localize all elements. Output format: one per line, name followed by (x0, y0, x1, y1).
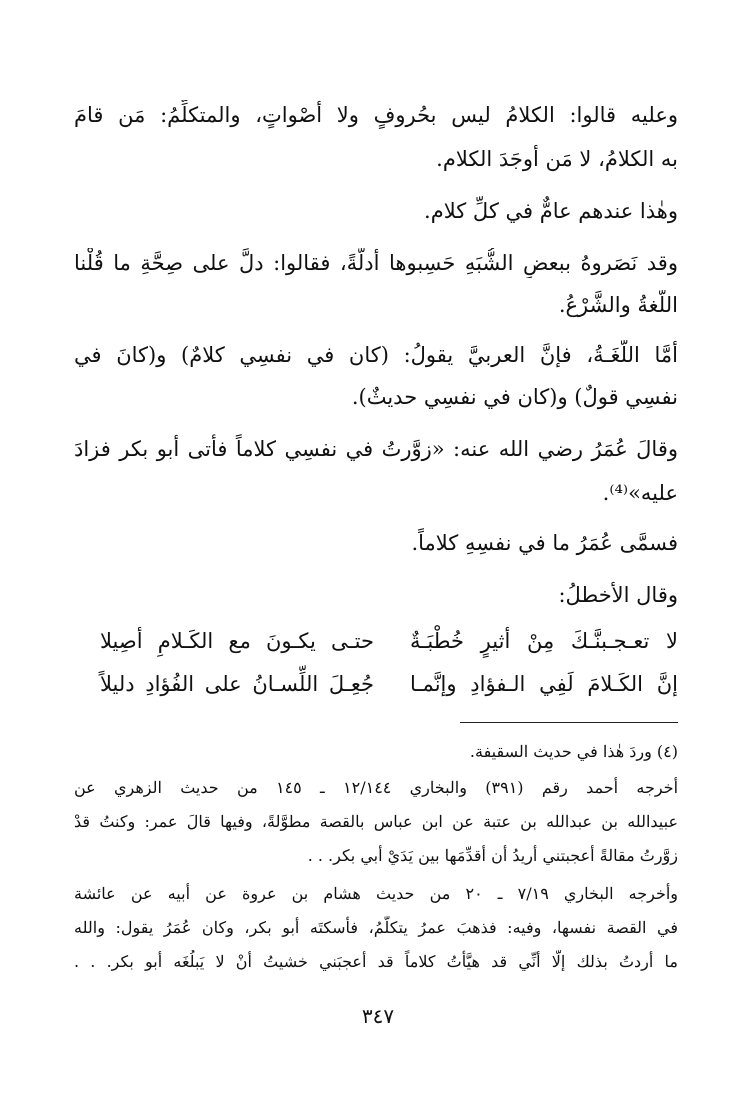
body-line-4: وقد نَصَروهُ ببعضِ الشُّبَهِ حَسِبوها أدلَّةً، فقالوا: دلَّ على صِحَّةِ ما قُلْنا (74, 251, 678, 275)
poem-verse-1-first-hemistich: لا تعـجـبنَّـكَ مِنْ أثيرٍ خُطْبَـةٌ (410, 629, 678, 653)
body-line-9: عليه»⁽⁴⁾. (602, 481, 678, 505)
body-line-8: وقالَ عُمَرُ رضي الله عنه: «زوَّرتُ في نفسِي كلاماً فأتى أبو بكر فزادَ (74, 437, 678, 461)
body-line-11: وقال الأخطلُ: (558, 583, 678, 607)
page-number: ٣٤٧ (361, 1004, 395, 1028)
footnote-line-2: أخرجه أحمد رقم (٣٩١) والبخاري ١٢/١٤٤ ـ ١٤٥ من حديث الزهري عن (74, 778, 678, 797)
poem-verse-2-second-hemistich: جُعِـلَ اللِّسـانُ على الفُؤادِ دليلاً (100, 672, 374, 696)
body-line-3: وهٰذا عندهم عامٌّ في كلِّ كلام. (424, 199, 678, 223)
footnote-line-6: في القصة نفسها، وفيه: فذهبَ عمرُ يتكلَّمُ، فأسكتَه أبو بكر، وكان عُمَرُ يقول: والله (74, 918, 678, 937)
poem-verse-2-first-hemistich: إنَّ الكَـلامَ لَفِي الـفؤادِ وإنَّمـا (410, 672, 678, 696)
body-line-1: وعليه قالوا: الكلامُ ليس بحُروفٍ ولا أصْواتٍ، والمتكلِّمُ: مَن قامَ (74, 103, 678, 127)
footnote-line-3: عبيدالله بن عبدالله بن عتبة عن ابن عباس بالقصة مطوَّلةً، وفيها قالَ عمر: وكنتُ قدْ (74, 812, 678, 831)
body-line-2: به الكلامُ، لا مَن أوجَدَ الكلام. (436, 147, 678, 171)
footnote-line-1: (٤) وردَ هٰذا في حديث السقيفة. (469, 742, 678, 761)
footnote-line-7: ما أردتُ بذلك إلَّا أنِّي قد هيَّأتُ كلاماً قد أعجبَني خشيتُ أنْ لا يَبلُغَه أبو بكر. . . (74, 952, 678, 971)
body-line-6: أمَّا اللُّغَـةُ، فإنَّ العربيَّ يقولُ: (كان في نفسِي كلامٌ) و(كانَ في (74, 343, 678, 367)
body-line-7: نفسِي قولٌ) و(كان في نفسِي حديثٌ). (351, 385, 678, 409)
footnote-line-5: وأخرجه البخاري ٧/١٩ ـ ٢٠ من حديث هشام بن عروة عن أبيه عن عائشة (74, 884, 678, 903)
footnote-separator (460, 722, 678, 723)
body-line-10: فسمَّى عُمَرُ ما في نفسِهِ كلاماً. (411, 531, 678, 555)
poem-verse-1-second-hemistich: حتـى يكـونَ مع الكَـلامِ أصِيلا (100, 629, 374, 653)
footnote-line-4: زوَّرتُ مقالةً أعجبتني أريدُ أن أقدِّمَها بين يَدَيْ أبي بكر. . . (307, 846, 678, 865)
body-line-5: اللُّغةُ والشَّرْعُ. (558, 293, 678, 317)
